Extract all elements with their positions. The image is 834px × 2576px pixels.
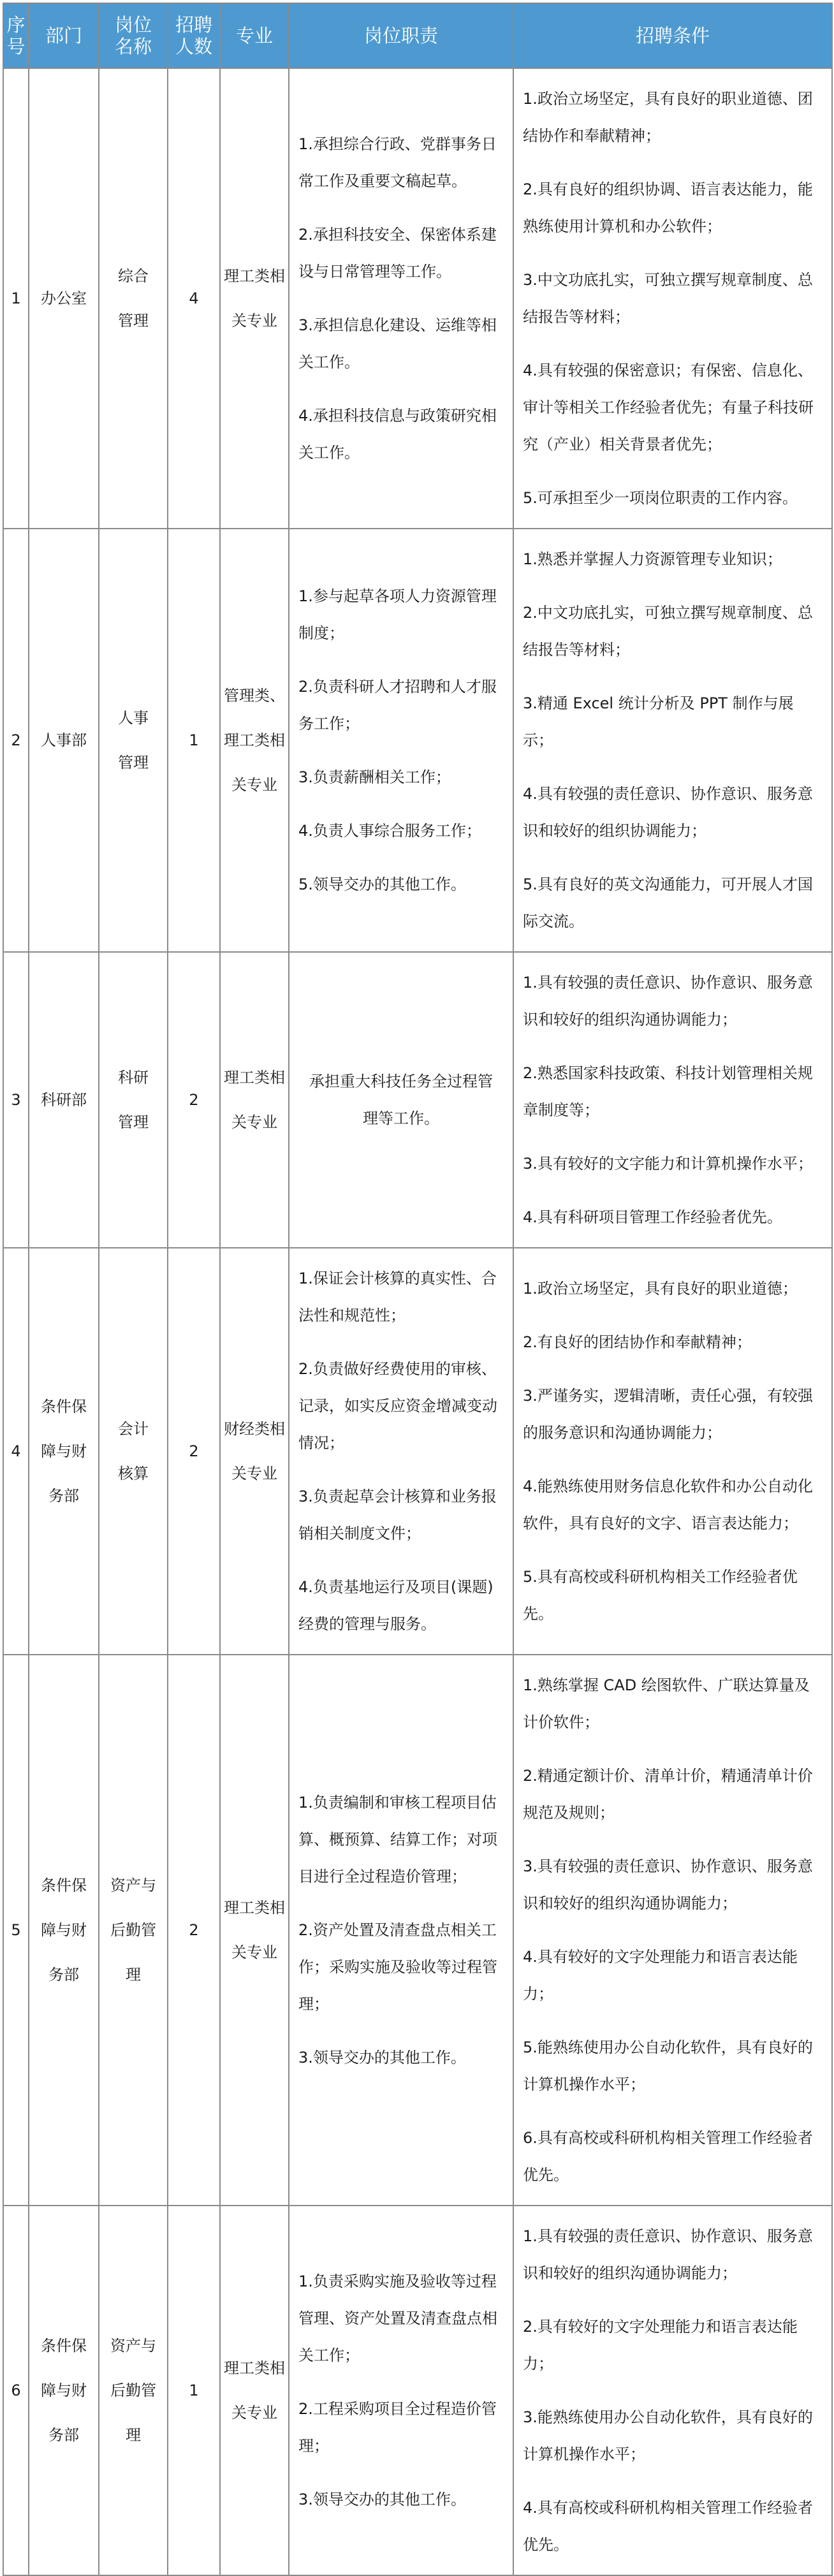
cell-major-line: 关专业 — [231, 312, 277, 330]
cell-count: 2 — [168, 1655, 220, 2206]
cell-requirements-item: 3.中文功底扎实，可独立撰写规章制度、总结报告等材料； — [523, 271, 813, 326]
cell-requirements-item: 4.具有较强的责任意识、协作意识、服务意识和较好的组织协调能力； — [523, 785, 813, 840]
cell-requirements-item: 1.政治立场坚定，具有良好的职业道德； — [523, 1280, 798, 1298]
cell-major — [220, 68, 289, 529]
cell-major — [220, 1655, 289, 2206]
table-row — [3, 952, 832, 1248]
cell-requirements-item: 2.有良好的团结协作和奉献精神； — [523, 1333, 752, 1351]
cell-duties — [289, 952, 513, 1248]
cell-duties-item: 1.承担综合行政、党群事务日常工作及重要文稿起草。 — [298, 135, 497, 190]
cell-count: 1 — [168, 529, 220, 952]
cell-duties-item: 4.负责基地运行及项目(课题)经费的管理与服务。 — [298, 1578, 494, 1633]
header-dept: 部门 — [29, 3, 99, 68]
cell-duties-item: 3.承担信息化建设、运维等相关工作。 — [298, 316, 497, 371]
cell-duties-item: 3.负责薪酬相关工作； — [298, 768, 451, 786]
cell-requirements-item: 2.具有较好的文字处理能力和语言表达能力； — [523, 2318, 798, 2373]
cell-requirements-item: 1.具有较强的责任意识、协作意识、服务意识和较好的组织沟通协调能力； — [523, 2227, 813, 2282]
cell-position — [99, 529, 168, 952]
cell-requirements-item: 4.能熟练使用财务信息化软件和办公自动化软件，具有良好的文字、语言表达能力； — [523, 1477, 813, 1532]
cell-requirements — [513, 1655, 832, 2206]
cell-requirements — [513, 952, 832, 1248]
cell-requirements-item: 6.具有高校或科研机构相关管理工作经验者优先。 — [523, 2129, 813, 2184]
cell-position-line: 科研 — [118, 1069, 149, 1087]
cell-position-line: 管理 — [118, 1113, 149, 1131]
cell-duties — [289, 2206, 513, 2575]
cell-no: 2 — [3, 529, 29, 952]
table-row — [3, 2206, 832, 2575]
cell-position-line: 后勤管 — [110, 1921, 156, 1939]
cell-duties — [289, 1655, 513, 2206]
cell-position — [99, 2206, 168, 2575]
header-no-line-1: 序 — [6, 14, 26, 36]
cell-dept — [29, 529, 99, 952]
cell-major-line: 关专业 — [231, 776, 277, 794]
cell-position-line: 后勤管 — [110, 2382, 156, 2399]
header-no — [3, 3, 29, 68]
cell-position — [99, 1655, 168, 2206]
cell-position-line: 综合 — [118, 267, 149, 285]
cell-major-line: 关专业 — [231, 1465, 277, 1482]
cell-count: 1 — [168, 2206, 220, 2575]
cell-requirements-item: 2.具有良好的组织协调、语言表达能力，能熟练使用计算机和办公软件； — [523, 180, 813, 235]
cell-requirements-item: 5.可承担至少一项岗位职责的工作内容。 — [523, 489, 798, 507]
cell-dept-line: 障与财 — [41, 1921, 87, 1939]
cell-position — [99, 1248, 168, 1655]
cell-no: 3 — [3, 952, 29, 1248]
header-position-line-1: 岗位 — [114, 14, 152, 36]
cell-duties-item: 承担重大科技任务全过程管理等工作。 — [309, 1072, 493, 1127]
cell-duties — [289, 529, 513, 952]
cell-position-line: 会计 — [118, 1420, 149, 1438]
cell-duties-item: 1.负责采购实施及验收等过程管理、资产处置及清查盘点相关工作； — [298, 2272, 497, 2364]
cell-major-line: 管理类、 — [224, 687, 285, 705]
cell-major-line: 理工类相 — [224, 267, 285, 285]
cell-major-line: 理工类相 — [224, 1069, 285, 1087]
cell-duties-item: 4.承担科技信息与政策研究相关工作。 — [298, 407, 497, 462]
cell-duties-item: 1.保证会计核算的真实性、合法性和规范性； — [298, 1270, 497, 1324]
cell-duties — [289, 68, 513, 529]
cell-duties — [289, 1248, 513, 1655]
cell-count: 4 — [168, 68, 220, 529]
table-row — [3, 529, 832, 952]
cell-dept-line: 务部 — [48, 1487, 79, 1505]
cell-requirements-item: 1.政治立场坚定，具有良好的职业道德、团结协作和奉献精神； — [523, 90, 813, 145]
cell-dept-line: 务部 — [48, 1966, 79, 1984]
cell-position-line: 资产与 — [110, 2337, 156, 2355]
header-count — [168, 3, 220, 68]
cell-requirements-item: 4.具有科研项目管理工作经验者优先。 — [523, 1208, 782, 1226]
cell-no: 5 — [3, 1655, 29, 2206]
cell-requirements — [513, 68, 832, 529]
table-row — [3, 1655, 832, 2206]
cell-dept-line: 务部 — [48, 2426, 79, 2444]
header-requirements: 招聘条件 — [513, 3, 832, 68]
cell-duties-item: 2.工程采购项目全过程造价管理； — [298, 2400, 497, 2455]
cell-major-line: 理工类相 — [224, 2359, 285, 2377]
cell-duties-item: 2.资产处置及清查盘点相关工作；采购实施及验收等过程管理； — [298, 1921, 497, 2013]
header-major: 专业 — [220, 3, 289, 68]
recruitment-table — [3, 3, 833, 2576]
cell-duties-item: 2.负责做好经费使用的审核、记录，如实反应资金增减变动情况； — [298, 1360, 497, 1452]
table-row — [3, 68, 832, 529]
cell-no: 4 — [3, 1248, 29, 1655]
cell-dept — [29, 68, 99, 529]
cell-duties-item: 3.领导交办的其他工作。 — [298, 2049, 466, 2067]
cell-no: 1 — [3, 68, 29, 529]
cell-dept-line: 条件保 — [41, 2337, 87, 2355]
cell-duties-item: 2.承担科技安全、保密体系建设与日常管理等工作。 — [298, 226, 497, 281]
cell-duties-item: 2.负责科研人才招聘和人才服务工作； — [298, 678, 497, 733]
cell-requirements — [513, 2206, 832, 2575]
cell-major-line: 理工类相 — [224, 1899, 285, 1917]
cell-requirements-item: 4.具有较好的文字处理能力和语言表达能力； — [523, 1948, 798, 2003]
cell-dept — [29, 1655, 99, 2206]
cell-major-line: 关专业 — [231, 2404, 277, 2422]
header-no-line-2: 号 — [6, 36, 26, 57]
cell-major — [220, 2206, 289, 2575]
cell-major-line: 关专业 — [231, 1113, 277, 1131]
cell-duties-item: 3.领导交办的其他工作。 — [298, 2491, 466, 2508]
cell-position — [99, 68, 168, 529]
header-row — [3, 3, 832, 68]
cell-requirements-item: 2.中文功底扎实，可独立撰写规章制度、总结报告等材料； — [523, 604, 813, 659]
cell-requirements-item: 2.熟悉国家科技政策、科技计划管理相关规章制度等； — [523, 1064, 813, 1119]
cell-position-line: 资产与 — [110, 1877, 156, 1894]
cell-requirements-item: 3.具有较好的文字能力和计算机操作水平； — [523, 1155, 813, 1173]
cell-requirements-item: 3.能熟练使用办公自动化软件，具有良好的计算机操作水平； — [523, 2408, 813, 2463]
cell-position-line: 理 — [126, 1966, 141, 1984]
cell-position-line: 管理 — [118, 754, 149, 772]
cell-duties-item: 5.领导交办的其他工作。 — [298, 875, 466, 893]
cell-requirements-item: 2.精通定额计价、清单计价，精通清单计价规范及规则； — [523, 1767, 813, 1822]
cell-position-line: 人事 — [118, 709, 149, 727]
cell-dept-line: 人事部 — [41, 731, 87, 749]
cell-major-line: 理工类相 — [224, 731, 285, 749]
header-position — [99, 3, 168, 68]
cell-position-line: 核算 — [118, 1465, 149, 1482]
cell-requirements-item: 5.能熟练使用办公自动化软件，具有良好的计算机操作水平； — [523, 2038, 813, 2093]
cell-requirements-item: 3.严谨务实，逻辑清晰，责任心强，有较强的服务意识和沟通协调能力； — [523, 1387, 813, 1442]
header-count-line-2: 人数 — [175, 36, 212, 57]
cell-dept-line: 办公室 — [41, 289, 87, 307]
cell-requirements-item: 1.具有较强的责任意识、协作意识、服务意识和较好的组织沟通协调能力； — [523, 974, 813, 1028]
cell-requirements-item: 1.熟悉并掌握人力资源管理专业知识； — [523, 550, 782, 568]
cell-requirements-item: 4.具有高校或科研机构相关管理工作经验者优先。 — [523, 2499, 813, 2554]
cell-duties-item: 1.负责编制和审核工程项目估算、概预算、结算工作；对项目进行全过程造价管理； — [298, 1794, 497, 1885]
cell-major — [220, 1248, 289, 1655]
cell-dept — [29, 1248, 99, 1655]
cell-dept — [29, 2206, 99, 2575]
cell-dept-line: 障与财 — [41, 2382, 87, 2399]
cell-requirements-item: 5.具有良好的英文沟通能力，可开展人才国际交流。 — [523, 875, 813, 930]
header-duties: 岗位职责 — [289, 3, 513, 68]
table-row — [3, 1248, 832, 1655]
cell-requirements-item: 3.精通 Excel 统计分析及 PPT 制作与展示； — [523, 694, 794, 749]
cell-requirements-item: 1.熟练掌握 CAD 绘图软件、广联达算量及计价软件； — [523, 1676, 810, 1731]
cell-duties-item: 1.参与起草各项人力资源管理制度； — [298, 587, 497, 642]
cell-duties-item: 4.负责人事综合服务工作； — [298, 822, 481, 840]
cell-requirements-item: 5.具有高校或科研机构相关工作经验者优先。 — [523, 1568, 798, 1623]
cell-dept-line: 障与财 — [41, 1442, 87, 1460]
cell-no: 6 — [3, 2206, 29, 2575]
cell-count: 2 — [168, 952, 220, 1248]
cell-requirements — [513, 529, 832, 952]
cell-major-line: 财经类相 — [224, 1420, 285, 1438]
cell-major-line: 关专业 — [231, 1943, 277, 1961]
cell-dept-line: 科研部 — [41, 1091, 87, 1109]
cell-dept-line: 条件保 — [41, 1877, 87, 1894]
table-body — [3, 68, 832, 2575]
cell-major — [220, 952, 289, 1248]
cell-requirements-item: 4.具有较强的保密意识；有保密、信息化、审计等相关工作经验者优先；有量子科技研究（产业）相关背景者优先； — [523, 362, 814, 453]
cell-count: 2 — [168, 1248, 220, 1655]
header-count-line-1: 招聘 — [175, 14, 212, 36]
cell-requirements — [513, 1248, 832, 1655]
cell-position-line: 管理 — [118, 312, 149, 330]
cell-dept-line: 条件保 — [41, 1398, 87, 1416]
cell-requirements-item: 3.具有较强的责任意识、协作意识、服务意识和较好的组织沟通协调能力； — [523, 1857, 813, 1912]
header-position-line-2: 名称 — [114, 36, 152, 57]
cell-position — [99, 952, 168, 1248]
cell-duties-item: 3.负责起草会计核算和业务报销相关制度文件； — [298, 1488, 497, 1542]
cell-position-line: 理 — [126, 2426, 141, 2444]
cell-major — [220, 529, 289, 952]
cell-dept — [29, 952, 99, 1248]
